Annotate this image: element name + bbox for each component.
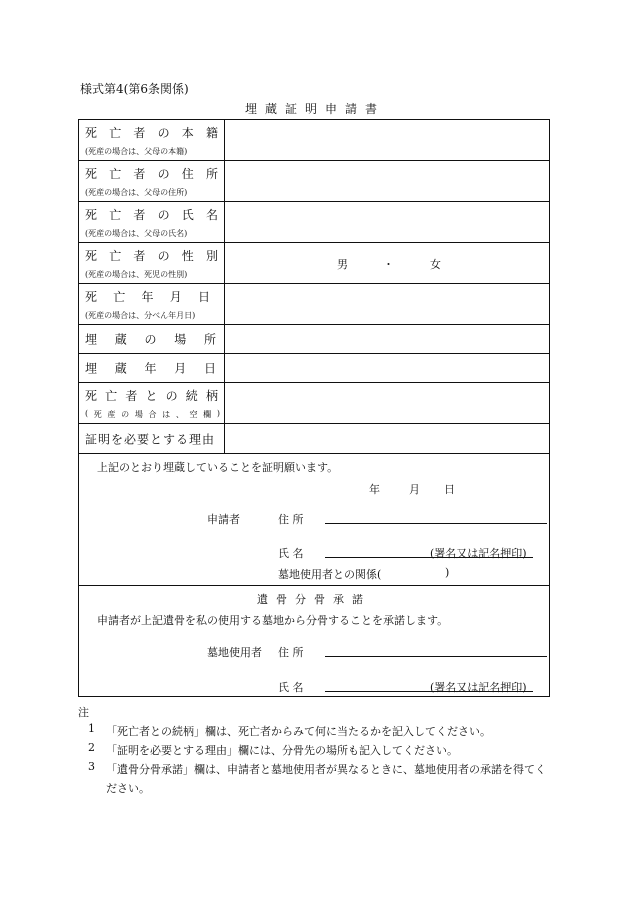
date-month-label: 月: [409, 483, 420, 496]
relation-to-owner-input[interactable]: [387, 578, 443, 579]
row-label: 埋 蔵 の 場 所: [85, 332, 216, 347]
notes-title: 注: [78, 706, 89, 719]
row-sublabel: ( 死 産 の 場 合 は 、 空 欄 ): [85, 409, 220, 419]
note-number: 1: [88, 722, 95, 735]
relationship-field[interactable]: [225, 383, 549, 423]
row-label: 死 亡 者 の 性 別: [85, 249, 218, 263]
form-row-date-of-death: [79, 284, 549, 325]
row-label: 死 亡 者 の 本 籍: [85, 126, 218, 140]
applicant-name-label: 氏 名: [278, 547, 304, 560]
form-row-relationship: [79, 383, 549, 424]
form-row-burial-place: [79, 325, 549, 354]
sex-option-male[interactable]: 男: [337, 258, 348, 271]
form-row-address: [79, 161, 549, 202]
name-field[interactable]: [225, 202, 549, 242]
form-row-registered-domicile: [79, 120, 549, 161]
row-sublabel: (死産の場合は、分べん年月日): [85, 311, 196, 320]
applicant-address-input[interactable]: [325, 523, 547, 524]
row-sublabel: (死産の場合は、父母の氏名): [85, 229, 188, 238]
row-label: 死 亡 者 と の 続 柄: [85, 389, 218, 403]
note-number: 3: [88, 760, 95, 773]
burial-place-field[interactable]: [225, 325, 549, 353]
owner-signature-note: (署名又は記名押印): [430, 681, 527, 694]
burial-date-field[interactable]: [225, 354, 549, 382]
sex-field: [225, 243, 549, 283]
form-row-sex: [79, 243, 549, 284]
consent-title: 遺骨分骨承諾: [257, 593, 371, 606]
row-label: 死 亡 年 月 日: [85, 290, 210, 304]
owner-address-input[interactable]: [325, 656, 547, 657]
note-number: 2: [88, 741, 95, 754]
row-label: 証明を必要とする理由: [85, 432, 216, 446]
sex-separator: ・: [383, 258, 394, 271]
date-year-label: 年: [369, 483, 380, 496]
application-form: [78, 119, 550, 697]
row-sublabel: (死産の場合は、父母の本籍): [85, 147, 188, 156]
row-label: 埋 蔵 年 月 日: [85, 361, 216, 376]
owner-address-label: 住 所: [278, 646, 304, 659]
consent-statement: 申請者が上記遺骨を私の使用する墓地から分骨することを承諾します。: [97, 614, 449, 627]
address-field[interactable]: [225, 161, 549, 201]
sex-option-female[interactable]: 女: [430, 258, 441, 271]
owner-name-label: 氏 名: [278, 681, 304, 694]
applicant-signature-note: (署名又は記名押印): [430, 547, 527, 560]
form-row-name: [79, 202, 549, 243]
application-statement: 上記のとおり埋蔵していることを証明願います。: [97, 461, 339, 474]
row-sublabel: (死産の場合は、死児の性別): [85, 270, 188, 279]
grave-owner-label: 墓地使用者: [207, 646, 262, 659]
form-row-burial-date: [79, 354, 549, 383]
application-section: [79, 454, 549, 586]
form-row-reason: [79, 424, 549, 454]
row-label: 死 亡 者 の 氏 名: [85, 208, 218, 222]
relation-to-owner-label: 墓地使用者との関係(: [278, 568, 382, 581]
note-text: 「死亡者との続柄」欄は、死亡者からみて何に当たるかを記入してください。: [106, 725, 491, 738]
relation-close-paren: ): [445, 566, 450, 579]
row-sublabel: (死産の場合は、父母の住所): [85, 188, 188, 197]
document-title: 埋蔵証明申請書: [244, 102, 385, 116]
reason-field[interactable]: [225, 424, 549, 453]
date-day-label: 日: [444, 483, 455, 496]
applicant-label: 申請者: [207, 513, 240, 526]
date-of-death-field[interactable]: [225, 284, 549, 324]
consent-section: [79, 586, 549, 698]
note-text: 「遺骨分骨承諾」欄は、申請者と墓地使用者が異なるときに、墓地使用者の承諾を得てください。: [106, 763, 546, 795]
applicant-address-label: 住 所: [278, 513, 304, 526]
note-text: 「証明を必要とする理由」欄には、分骨先の場所も記入してください。: [106, 744, 458, 757]
form-number: 様式第4(第6条関係): [80, 82, 189, 96]
registered-domicile-field[interactable]: [225, 120, 549, 160]
row-label: 死 亡 者 の 住 所: [85, 167, 218, 181]
